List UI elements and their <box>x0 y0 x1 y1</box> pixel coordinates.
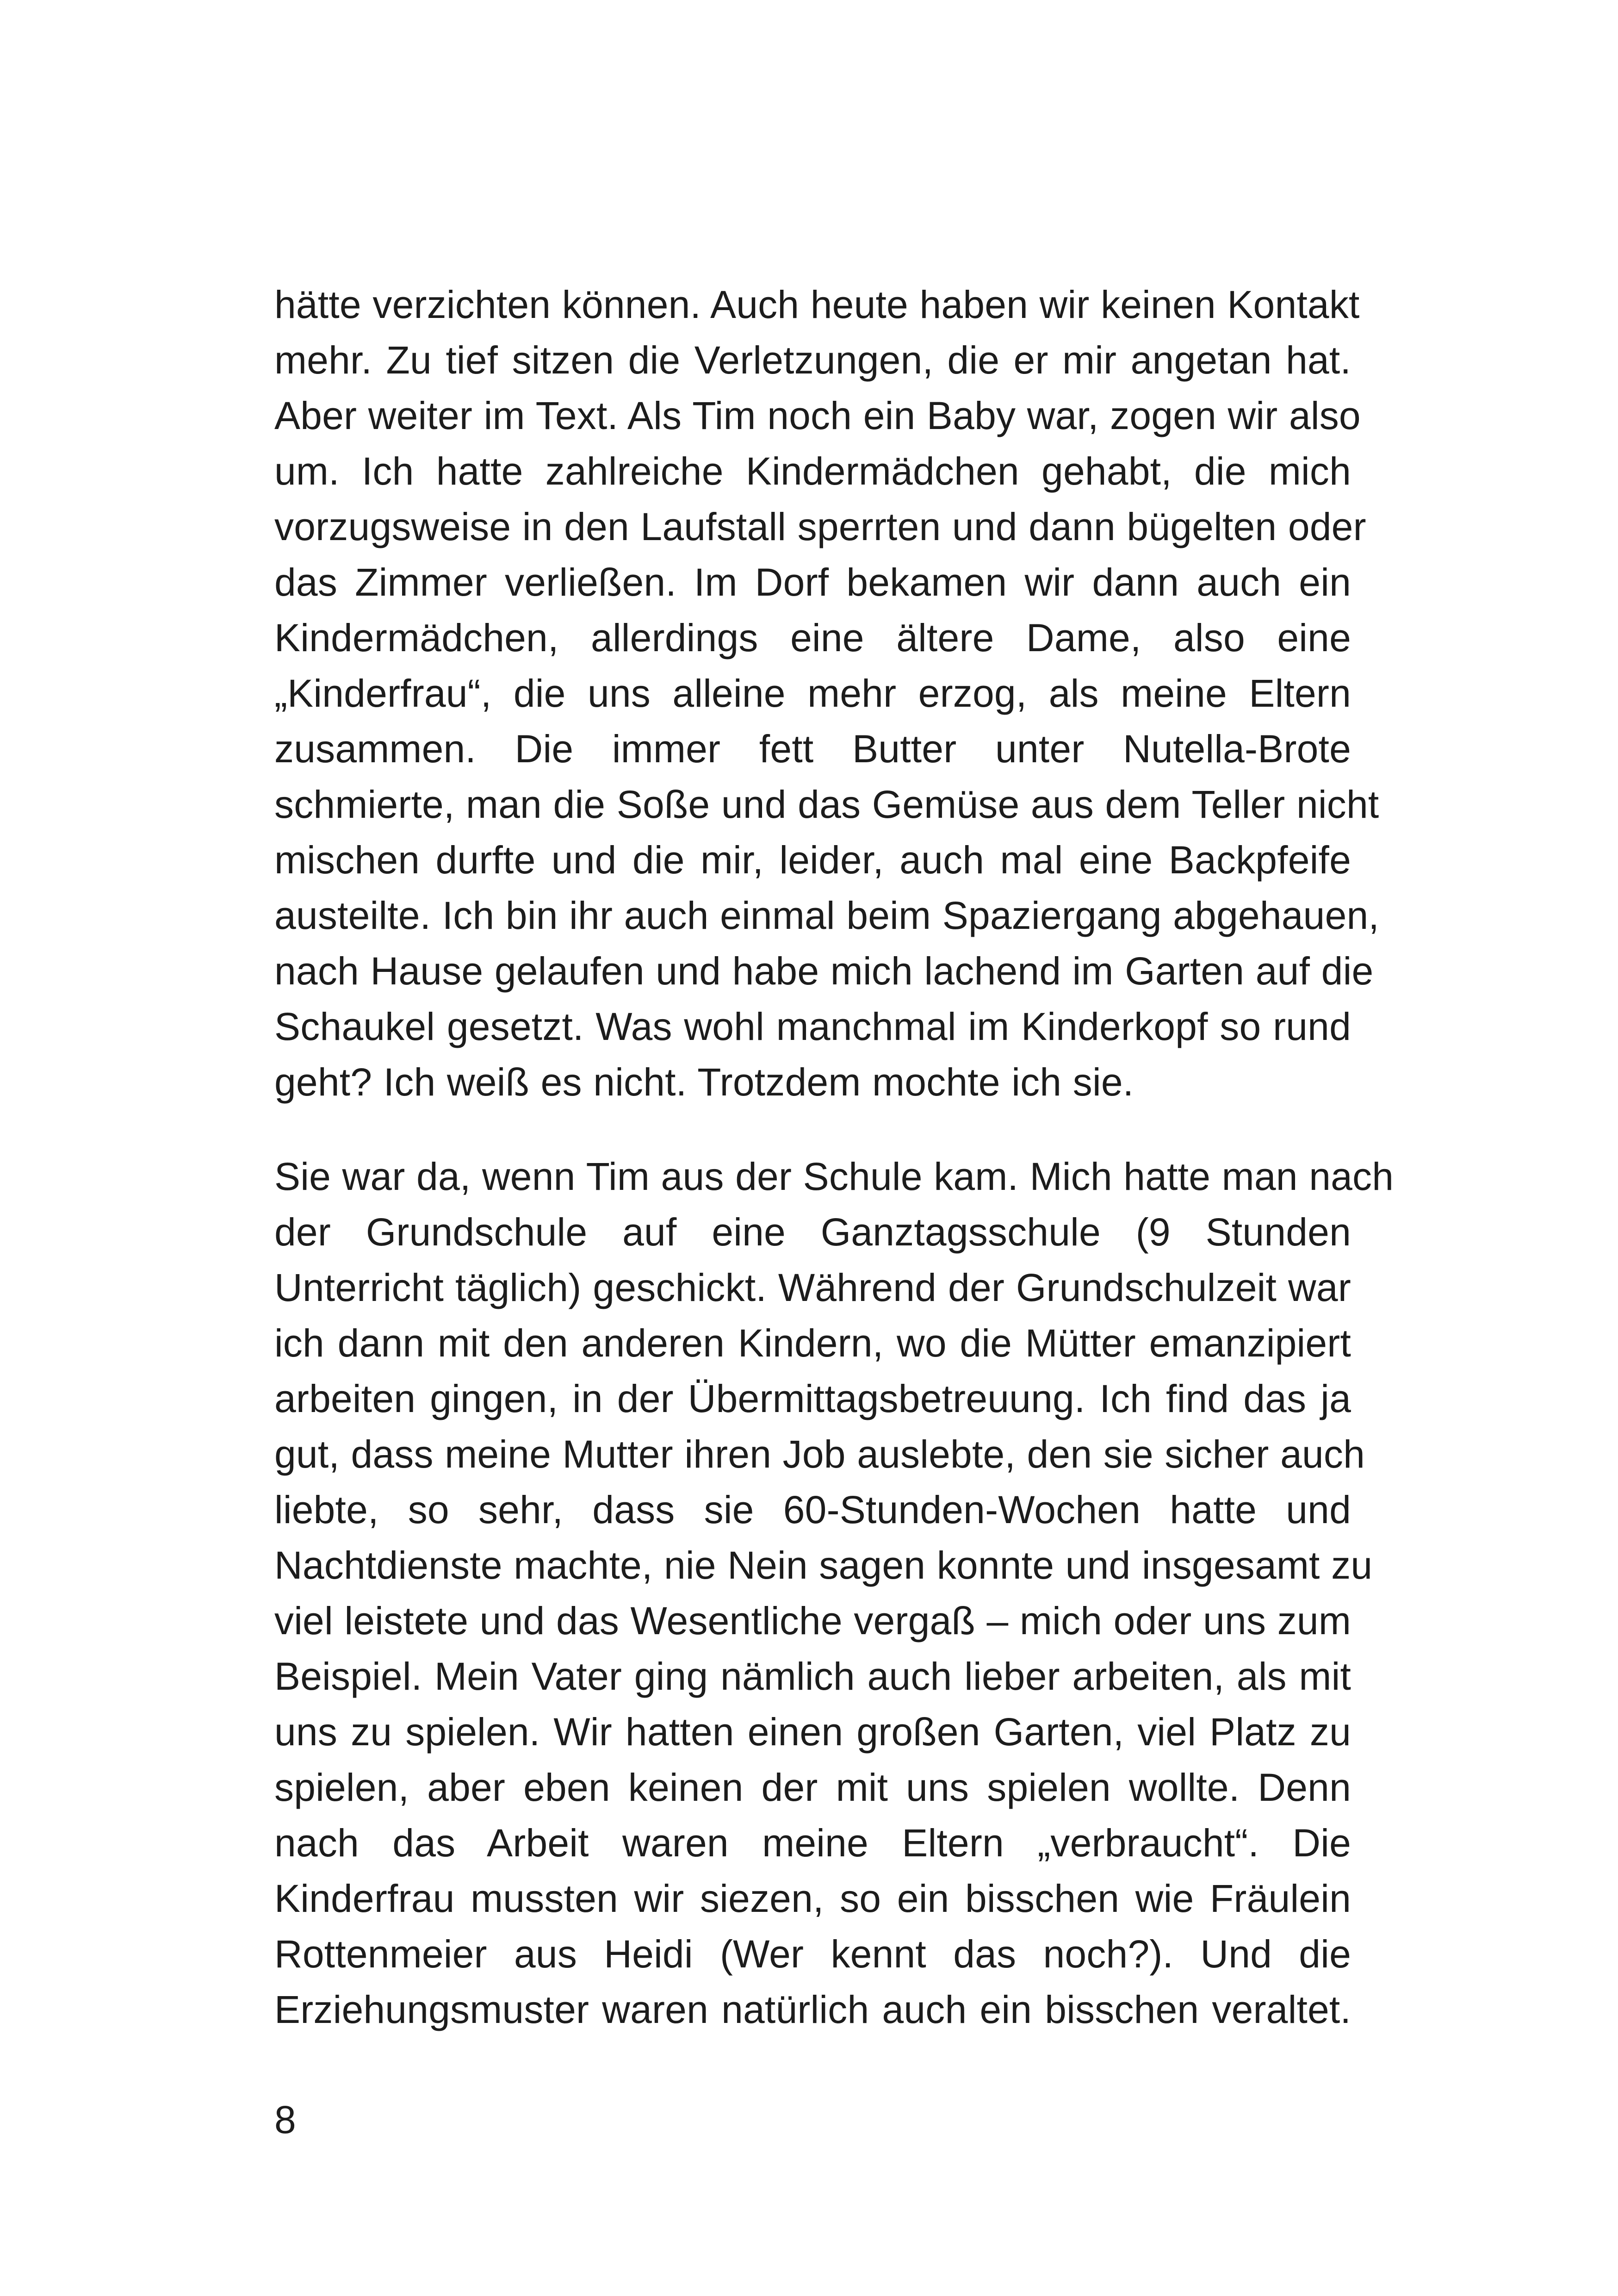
text-line: Rottenmeier aus Heidi (Wer kennt das noch?). Und die <box>274 1932 1351 1976</box>
text-line: austeilte. Ich bin ihr auch einmal beim Spaziergang abgehauen, <box>274 894 1379 937</box>
text-line: Kindermädchen, allerdings eine ältere Dame, also eine <box>274 616 1351 660</box>
text-line: gut, dass meine Mutter ihren Job auslebte, den sie sicher auch <box>274 1432 1365 1476</box>
text-line: der Grundschule auf eine Ganztagsschule (9 Stunden <box>274 1210 1351 1254</box>
text-line: mischen durfte und die mir, leider, auch mal eine Backpfeife <box>274 838 1351 882</box>
text-line: Aber weiter im Text. Als Tim noch ein Baby war, zogen wir also <box>274 394 1361 437</box>
text-line: Erziehungsmuster waren natürlich auch ein bisschen veraltet. <box>274 1988 1351 2031</box>
text-line: schmierte, man die Soße und das Gemüse aus dem Teller nicht <box>274 783 1379 826</box>
text-line: zusammen. Die immer fett Butter unter Nutella-Brote <box>274 727 1351 771</box>
text-line: um. Ich hatte zahlreiche Kindermädchen gehabt, die mich <box>274 449 1351 493</box>
text-line: viel leistete und das Wesentliche vergaß – mich oder uns zum <box>274 1599 1351 1643</box>
paragraph-1 <box>274 277 1379 1110</box>
text-line: Sie war da, wenn Tim aus der Schule kam. Mich hatte man nach <box>274 1155 1394 1198</box>
text-line: mehr. Zu tief sitzen die Verletzungen, die er mir angetan hat. <box>274 338 1351 382</box>
text-line: vorzugsweise in den Laufstall sperrten und dann bügelten oder <box>274 505 1366 548</box>
text-line: das Zimmer verließen. Im Dorf bekamen wir dann auch ein <box>274 560 1351 604</box>
text-line: nach das Arbeit waren meine Eltern „verbraucht“. Die <box>274 1821 1351 1865</box>
text-line: „Kinderfrau“, die uns alleine mehr erzog, als meine Eltern <box>274 672 1351 715</box>
text-line: liebte, so sehr, dass sie 60-Stunden-Wochen hatte und <box>274 1488 1351 1531</box>
text-line: arbeiten gingen, in der Übermittagsbetreuung. Ich find das ja <box>274 1377 1351 1420</box>
page-number: 8 <box>274 2098 296 2141</box>
text-line: Beispiel. Mein Vater ging nämlich auch lieber arbeiten, als mit <box>274 1655 1351 1698</box>
text-line: geht? Ich weiß es nicht. Trotzdem mochte ich sie. <box>274 1060 1134 1104</box>
text-line: nach Hause gelaufen und habe mich lachend im Garten auf die <box>274 949 1374 993</box>
text-line: spielen, aber eben keinen der mit uns spielen wollte. Denn <box>274 1766 1351 1809</box>
text-line: Nachtdienste machte, nie Nein sagen konnte und insgesamt zu <box>274 1543 1373 1587</box>
text-line: hätte verzichten können. Auch heute haben wir keinen Kontakt <box>274 283 1360 326</box>
text-line: ich dann mit den anderen Kindern, wo die Mütter emanzipiert <box>274 1321 1351 1365</box>
paragraph-2 <box>274 1149 1394 2037</box>
text-line: Schaukel gesetzt. Was wohl manchmal im Kinderkopf so rund <box>274 1005 1351 1048</box>
text-line: uns zu spielen. Wir hatten einen großen Garten, viel Platz zu <box>274 1710 1351 1754</box>
text-line: Kinderfrau mussten wir siezen, so ein bisschen wie Fräulein <box>274 1877 1351 1920</box>
text-line: Unterricht täglich) geschickt. Während der Grundschulzeit war <box>274 1266 1351 1309</box>
